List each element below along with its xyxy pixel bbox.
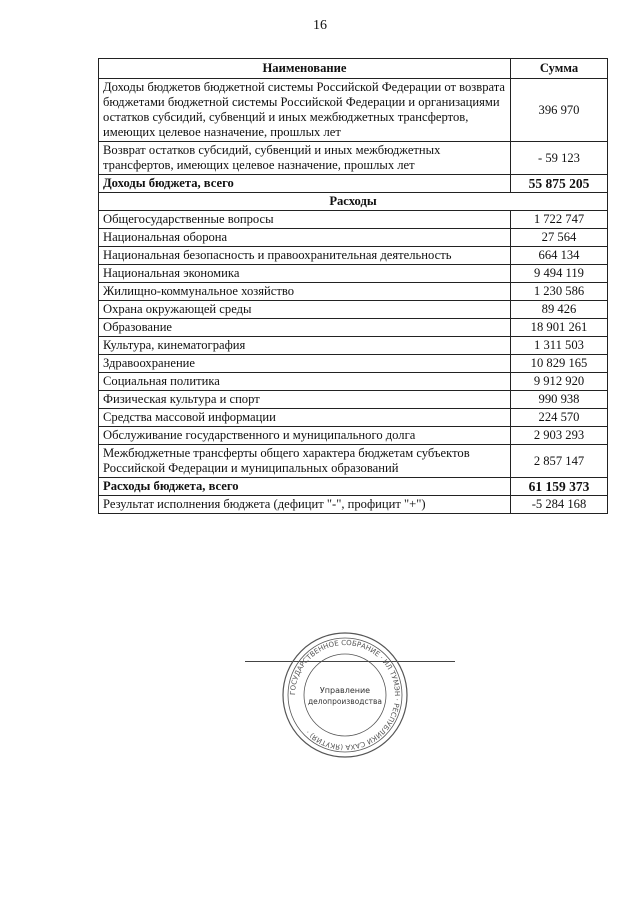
table-row xyxy=(99,391,608,409)
row-amount: 9 494 119 xyxy=(511,265,608,283)
table-row xyxy=(99,211,608,229)
seal-ring-text: ГОСУДАРСТВЕННОЕ СОБРАНИЕ · ИЛ ТУМЭН · РЕСПУБЛИКИ САХА (ЯКУТИЯ) · xyxy=(288,638,402,752)
expenses-total-amount: 61 159 373 xyxy=(511,478,608,496)
row-amount: 224 570 xyxy=(511,409,608,427)
budget-table xyxy=(98,58,608,514)
row-amount: 9 912 920 xyxy=(511,373,608,391)
result-row xyxy=(99,496,608,514)
column-header-name: Наименование xyxy=(99,59,511,79)
table-row xyxy=(99,445,608,478)
row-name: Национальная экономика xyxy=(99,265,511,283)
row-amount: 10 829 165 xyxy=(511,355,608,373)
row-amount: 18 901 261 xyxy=(511,319,608,337)
result-label: Результат исполнения бюджета (дефицит "-", профицит "+") xyxy=(99,496,511,514)
row-amount: 664 134 xyxy=(511,247,608,265)
svg-text:ГОСУДАРСТВЕННОЕ СОБРАНИЕ · ИЛ xyxy=(289,639,401,751)
official-seal xyxy=(280,630,410,760)
row-name: Доходы бюджетов бюджетной системы Российской Федерации от возврата бюджетами бюджетной системы Российской Федерации и организациями остатков субсидий, субвенций и иных межбюджетных трансфертов, имеющих целевое назначение, прошлых лет xyxy=(99,79,511,142)
page-number: 16 xyxy=(313,18,327,33)
table-row xyxy=(99,409,608,427)
revenue-total-label: Доходы бюджета, всего xyxy=(99,175,511,193)
table-header-row xyxy=(99,59,608,79)
row-name: Обслуживание государственного и муниципального долга xyxy=(99,427,511,445)
result-amount: -5 284 168 xyxy=(511,496,608,514)
row-amount: 2 857 147 xyxy=(511,445,608,478)
row-name: Образование xyxy=(99,319,511,337)
revenue-total-amount: 55 875 205 xyxy=(511,175,608,193)
table-row xyxy=(99,79,608,142)
row-name: Национальная оборона xyxy=(99,229,511,247)
table-row xyxy=(99,142,608,175)
row-name: Межбюджетные трансферты общего характера бюджетам субъектов Российской Федерации и муниципальных образований xyxy=(99,445,511,478)
row-name: Физическая культура и спорт xyxy=(99,391,511,409)
row-name: Возврат остатков субсидий, субвенций и иных межбюджетных трансфертов, имеющих целевое назначение, прошлых лет xyxy=(99,142,511,175)
row-name: Социальная политика xyxy=(99,373,511,391)
table-row xyxy=(99,355,608,373)
row-amount: - 59 123 xyxy=(511,142,608,175)
row-name: Охрана окружающей среды xyxy=(99,301,511,319)
expenses-total-row xyxy=(99,478,608,496)
row-amount: 1 230 586 xyxy=(511,283,608,301)
table-row xyxy=(99,373,608,391)
table-row xyxy=(99,301,608,319)
table-row xyxy=(99,247,608,265)
row-name: Средства массовой информации xyxy=(99,409,511,427)
seal-center-line2: делопроизводства xyxy=(307,697,383,706)
row-amount: 990 938 xyxy=(511,391,608,409)
row-name: Общегосударственные вопросы xyxy=(99,211,511,229)
table-row xyxy=(99,229,608,247)
expenses-total-label: Расходы бюджета, всего xyxy=(99,478,511,496)
row-amount: 2 903 293 xyxy=(511,427,608,445)
row-amount: 89 426 xyxy=(511,301,608,319)
table-row xyxy=(99,337,608,355)
row-name: Здравоохранение xyxy=(99,355,511,373)
seal-center-line1: Управление xyxy=(319,686,371,695)
table-row xyxy=(99,319,608,337)
table-row xyxy=(99,265,608,283)
row-amount: 27 564 xyxy=(511,229,608,247)
expenses-heading: Расходы xyxy=(99,193,608,211)
expense-rows xyxy=(99,211,608,478)
expenses-section-row xyxy=(99,193,608,211)
table-row xyxy=(99,283,608,301)
row-name: Культура, кинематография xyxy=(99,337,511,355)
row-amount: 1 311 503 xyxy=(511,337,608,355)
row-amount: 1 722 747 xyxy=(511,211,608,229)
table-row xyxy=(99,427,608,445)
column-header-amount: Сумма xyxy=(511,59,608,79)
row-amount: 396 970 xyxy=(511,79,608,142)
row-name: Жилищно-коммунальное хозяйство xyxy=(99,283,511,301)
row-name: Национальная безопасность и правоохранительная деятельность xyxy=(99,247,511,265)
revenue-total-row xyxy=(99,175,608,193)
